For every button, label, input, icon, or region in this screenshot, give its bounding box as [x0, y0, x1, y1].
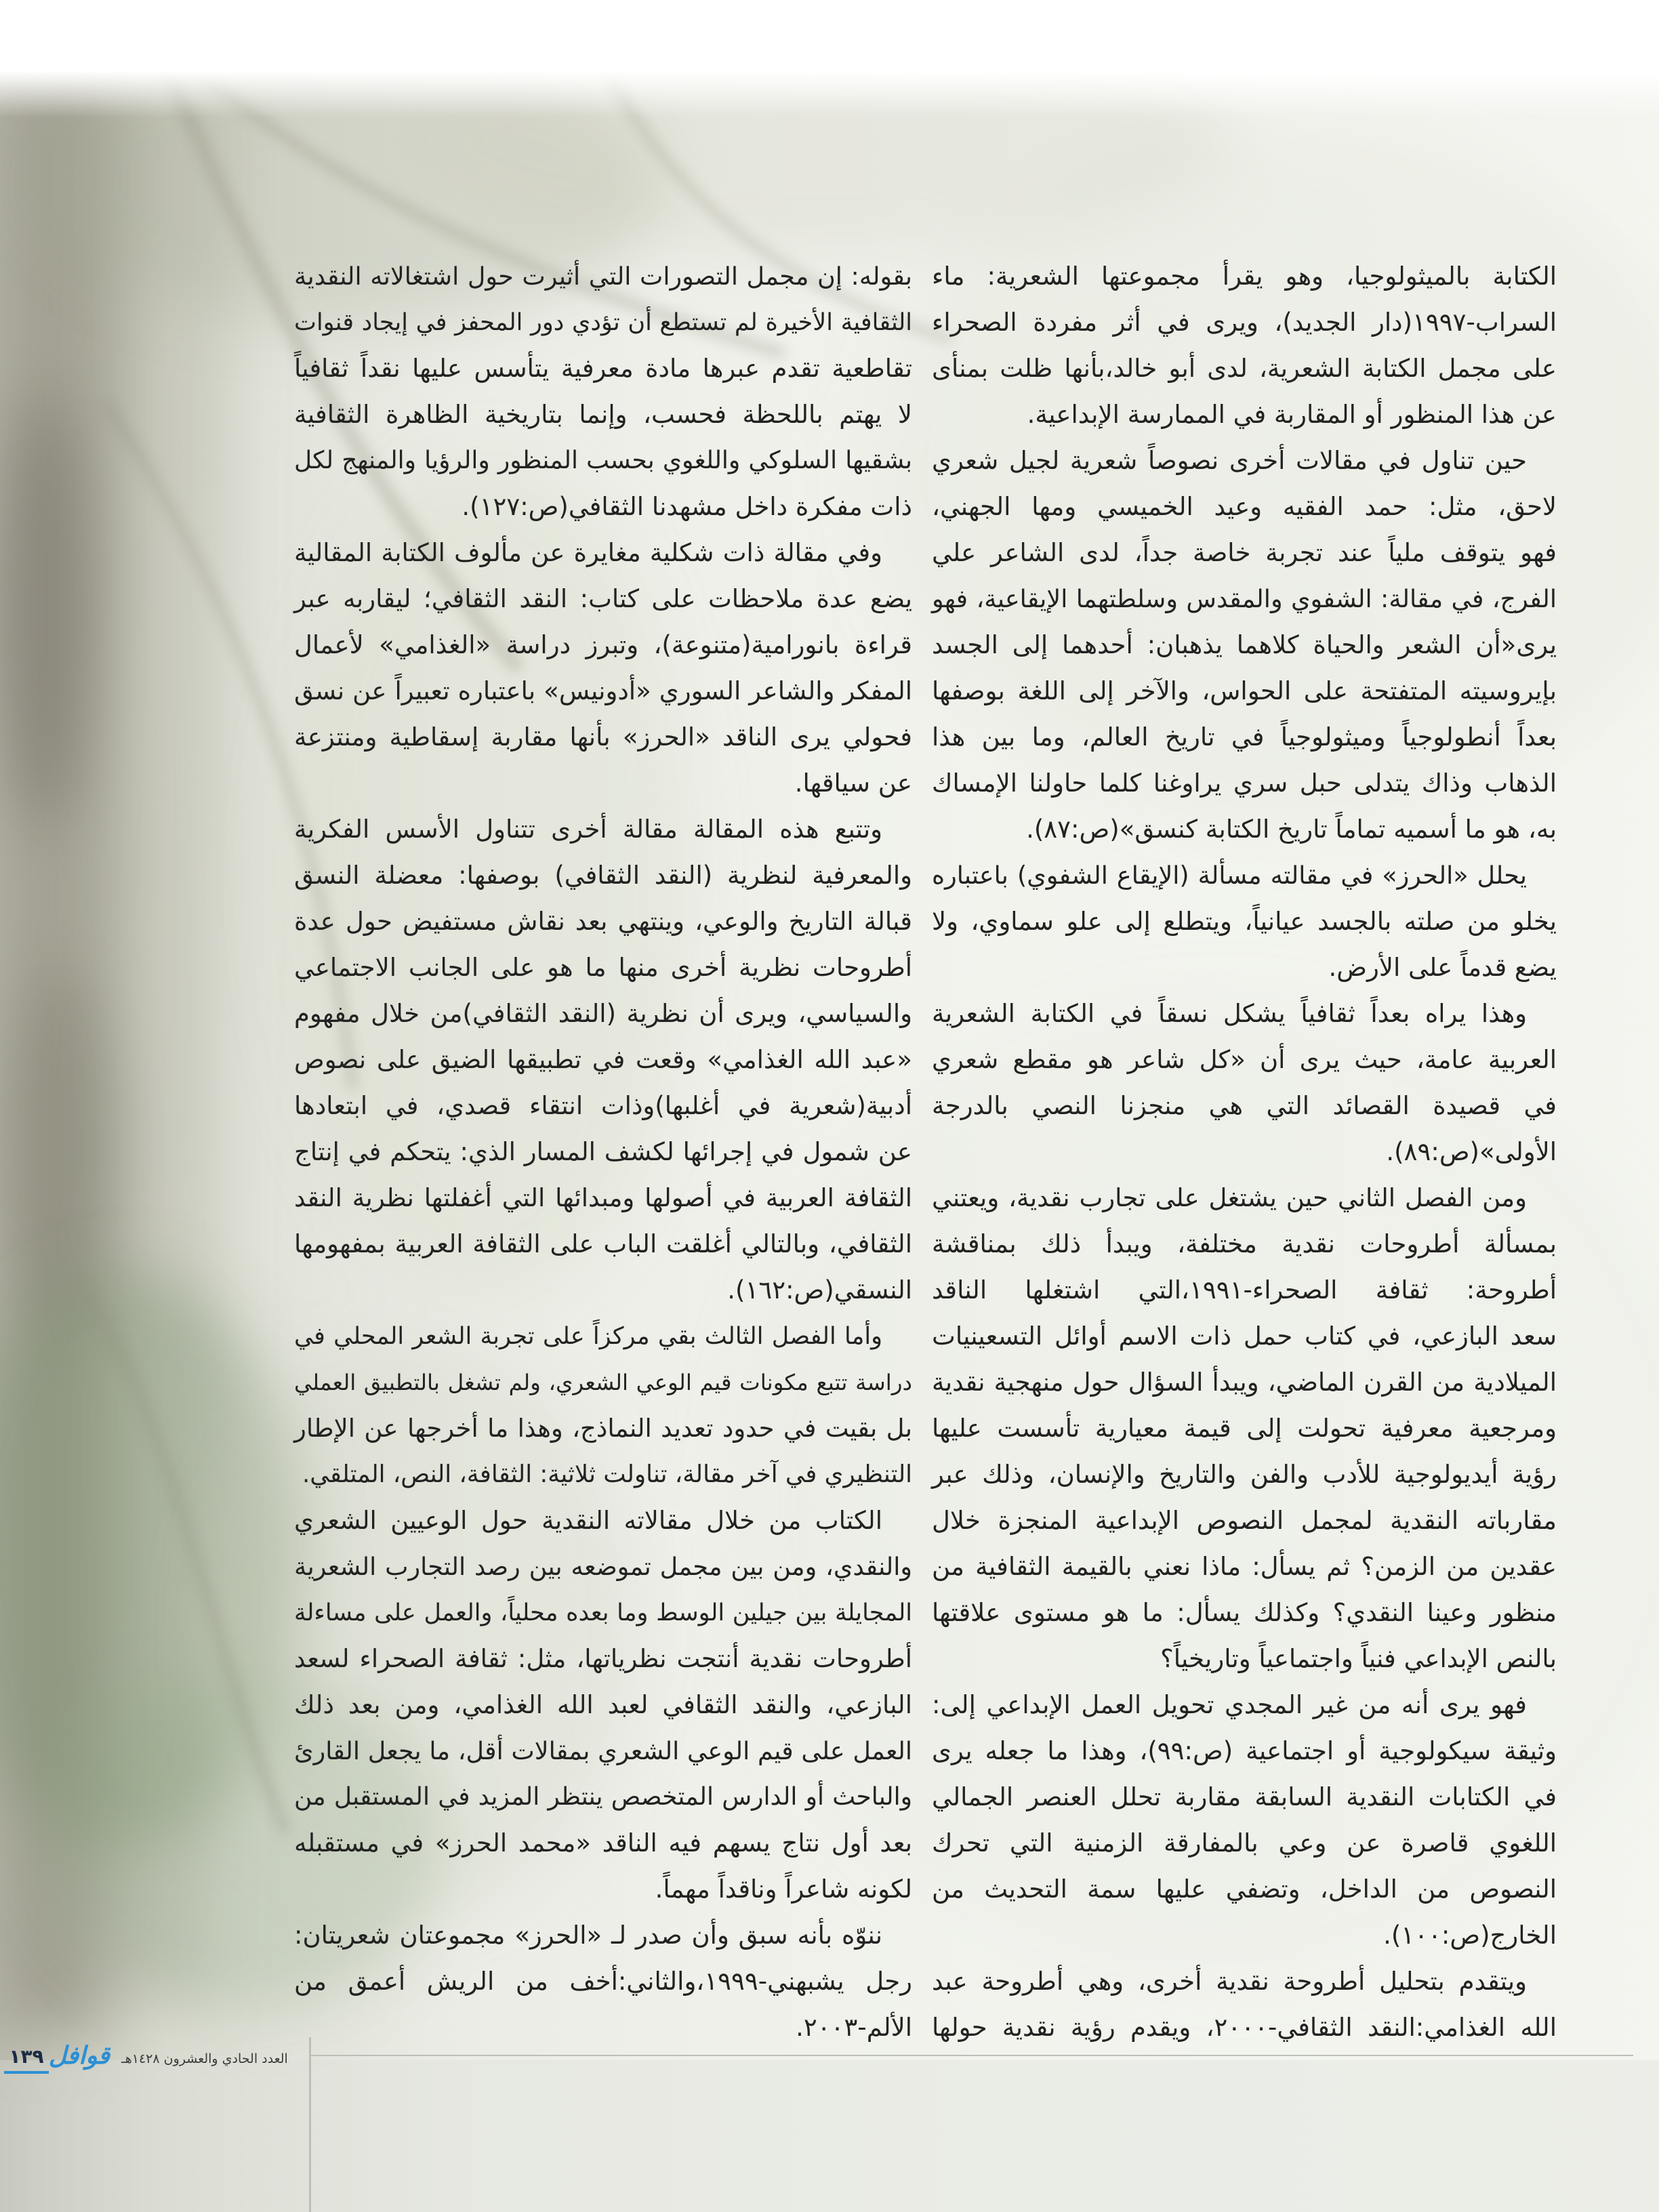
text-line: رؤية أيديولوجية للأدب والفن والتاريخ والإنسان، وذلك عبر [932, 1460, 1557, 1489]
text-line: الذهاب وذاك يتدلى حبل سري يراوغنا كلما حاولنا الإمساك [932, 769, 1557, 798]
text-line: الكتاب من خلال مقالاته النقدية حول الوعيين الشعري [294, 1506, 882, 1535]
paragraph [932, 1175, 1557, 1682]
text-line: لكونه شاعراً وناقداً مهماً. [655, 1875, 912, 1904]
text-line: ومن الفصل الثاني حين يشتغل على تجارب نقدية، ويعتني [932, 1183, 1527, 1212]
text-line: البازعي، والنقد الثقافي لعبد الله الغذامي، ومن بعد ذلك [294, 1690, 912, 1719]
text-line: فهو يتوقف ملياً عند تجربة خاصة جداً، لدى الشاعر علي [932, 538, 1557, 567]
text-line: والمعرفية لنظرية (النقد الثقافي) بوصفها: معضلة النسق [294, 861, 912, 890]
text-line: سعد البازعي، في كتاب حمل ذات الاسم أوائل التسعينيات [932, 1322, 1557, 1351]
text-line: الفرج، في مقالة: الشفوي والمقدس وسلطتهما الإيقاعية، فهو [932, 584, 1557, 613]
text-line: الثقافة العربية في أصولها ومبدائها التي أغفلتها نظرية النقد [294, 1183, 912, 1212]
text-line: في الكتابات النقدية السابقة مقاربة تحلل العنصر الجمالي [932, 1782, 1557, 1811]
text-line: ويتقدم بتحليل أطروحة نقدية أخرى، وهي أطروحة عبد [932, 1967, 1527, 1996]
text-line: السراب-١٩٩٧(دار الجديد)، ويرى في أثر مفردة الصحراء [932, 308, 1557, 337]
paragraph [932, 438, 1557, 853]
text-line: لاحق، مثل: حمد الفقيه وعيد الخميسي ومها الجهني، [932, 492, 1557, 521]
text-line: بشقيها السلوكي واللغوي بحسب المنظور والرؤيا والمنهج لكل [294, 447, 912, 474]
text-line: رجل يشبهني-١٩٩٩،والثاني:أخف من الريش أعمق من [294, 1967, 913, 1996]
text-line: يضع عدة ملاحظات على كتاب: النقد الثقافي؛ ليقاربه عبر [294, 584, 912, 613]
text-line: عن هذا المنظور أو المقاربة في الممارسة الإبداعية. [1027, 400, 1557, 429]
text-line: أطروحة: ثقافة الصحراء-١٩٩١،التي اشتغلها الناقد [932, 1275, 1557, 1305]
text-line: ننوّه بأنه سبق وأن صدر لـ «الحرز» مجموعتان شعريتان: [294, 1921, 882, 1950]
text-line: يرى«أن الشعر والحياة كلاهما يذهبان: أحدهما إلى الجسد [932, 630, 1557, 659]
text-line: عن سياقها. [794, 769, 912, 798]
text-line: وفي مقالة ذات شكلية مغايرة عن مألوف الكتابة المقالية [294, 538, 882, 567]
paragraph [294, 1912, 912, 2051]
text-line: قبالة التاريخ والوعي، وينتهي بعد نقاش مستفيض حول عدة [294, 907, 912, 936]
text-line: بعداً أنطولوجياً وميثولوجياً في تاريخ العالم، وما بين هذا [932, 722, 1557, 752]
paragraph [932, 991, 1557, 1175]
paragraph [932, 853, 1557, 991]
text-line: الكتابة بالميثولوجيا، وهو يقرأ مجموعتها الشعرية: ماء [932, 262, 1557, 291]
text-line: الميلادية من القرن الماضي، ويبدأ السؤال حول منهجية نقدية [932, 1368, 1557, 1397]
text-line: وثيقة سيكولوجية أو اجتماعية (ص:٩٩)، وهذا ما جعله يرى [932, 1736, 1557, 1765]
text-line: حين تناول في مقالات أخرى نصوصاً شعرية لجيل شعري [932, 446, 1527, 475]
left-column [294, 253, 912, 2051]
text-line: المفكر والشاعر السوري «أدونيس» باعتباره تعبيراً عن نسق [294, 676, 912, 705]
text-line: الخارج(ص:١٠٠). [1383, 1921, 1557, 1950]
text-line: المجايلة بين جيلين الوسط وما بعده محلياً، والعمل على مساءلة [294, 1599, 912, 1626]
text-line: تقاطعية تقدم عبرها مادة معرفية يتأسس عليها نقداً ثقافياً [294, 354, 912, 383]
text-line: يضع قدماً على الأرض. [1328, 953, 1557, 982]
text-line: الله الغذامي:النقد الثقافي-٢٠٠٠، ويقدم رؤية نقدية حولها [932, 2013, 1557, 2042]
text-line: النصوص من الداخل، وتضفي عليها سمة التحديث من [932, 1875, 1557, 1904]
text-line: «عبد الله الغذامي» وقعت في تطبيقها الضيق على نصوص [294, 1045, 912, 1074]
text-line: بعد أول نتاج يسهم فيه الناقد «محمد الحرز» في مستقبله [294, 1828, 912, 1858]
text-line: منظور وعينا النقدي؟ وكذلك يسأل: ما هو مستوى علاقتها [932, 1598, 1557, 1627]
text-line: به، هو ما أسميه تماماً تاريخ الكتابة كنسق»(ص:٨٧). [1026, 815, 1557, 844]
text-line: أدبية(شعرية في أغلبها)وذات انتقاء قصدي، في ابتعادها [294, 1091, 912, 1120]
paragraph [294, 1498, 912, 1912]
paragraph [294, 530, 912, 806]
text-line: الألم-٢٠٠٣. [796, 2013, 912, 2042]
right-column [932, 253, 1557, 2051]
paragraph [294, 806, 912, 1313]
text-line: قراءة بانورامية(متنوعة)، وتبرز دراسة «الغذامي» لأعمال [294, 630, 912, 659]
paragraph [932, 1959, 1557, 2051]
text-line: فهو يرى أنه من غير المجدي تحويل العمل الإبداعي إلى: [932, 1690, 1527, 1719]
text-line: في قصيدة القصائد التي هي منجزنا النصي بالدرجة [932, 1091, 1557, 1120]
text-line: الأولى»(ص:٨٩). [1386, 1137, 1557, 1166]
text-line: وهذا يراه بعداً ثقافياً يشكل نسقاً في الكتابة الشعرية [932, 999, 1527, 1028]
text-line: عقدين من الزمن؟ ثم يسأل: ماذا نعني بالقيمة الثقافية من [932, 1552, 1557, 1581]
text-line: ذات مفكرة داخل مشهدنا الثقافي(ص:١٢٧). [462, 492, 912, 521]
text-line: ومرجعية معرفية تحولت إلى قيمة معيارية تأسست عليها [932, 1414, 1557, 1443]
text-line: النسقي(ص:١٦٢). [727, 1275, 912, 1305]
text-line: الثقافية الأخيرة لم تستطع أن تؤدي دور المحفز في إيجاد قنوات [294, 309, 912, 336]
text-line: دراسة تتبع مكونات قيم الوعي الشعري، ولم تشغل بالتطبيق العملي [294, 1370, 912, 1395]
text-line: بإيروسيته المتفتحة على الحواس، والآخر إلى اللغة بوصفها [932, 676, 1557, 705]
text-line: العمل على قيم الوعي الشعري بمقالات أقل، ما يجعل القارئ [294, 1736, 912, 1765]
text-line: والسياسي، ويرى أن نظرية (النقد الثقافي)من خلال مفهوم [294, 999, 912, 1028]
text-line: عن شمول في إجرائها لكشف المسار الذي: يتحكم في إنتاج [294, 1137, 912, 1166]
footer-divider-vertical [309, 2037, 311, 2212]
page-number: ١٣٩ [4, 2043, 49, 2074]
text-line: اللغوي قاصرة عن وعي بالمفارقة الزمنية التي تحرك [932, 1828, 1557, 1858]
footer-divider-horizontal [309, 2055, 1633, 2056]
issue-label: العدد الحادي والعشرون ١٤٢٨هـ [121, 2051, 288, 2066]
text-line: وأما الفصل الثالث بقي مركزاً على تجربة الشعر المحلي في [294, 1323, 882, 1350]
magazine-logo: قوافل [48, 2042, 110, 2070]
text-line: وتتبع هذه المقالة مقالة أخرى تتناول الأسس الفكرية [294, 815, 882, 844]
text-line: والباحث أو الدارس المتخصص ينتظر المزيد في المستقبل من [294, 1783, 912, 1811]
text-line: والنقدي، ومن بين مجمل تموضعه بين رصد التجارب الشعرية [294, 1552, 912, 1581]
text-line: الثقافي، وبالتالي أغلقت الباب على الثقافة العربية بمفهومها [294, 1229, 912, 1258]
text-line: على مجمل الكتابة الشعرية، لدى أبو خالد،بأنها ظلت بمنأى [932, 354, 1557, 383]
text-line: بمسألة أطروحات نقدية مختلفة، ويبدأ ذلك بمناقشة [932, 1229, 1557, 1258]
paragraph [294, 1313, 912, 1498]
text-line: بقوله: إن مجمل التصورات التي أثيرت حول اشتغالاته النقدية [294, 262, 912, 291]
paragraph [932, 1682, 1557, 1959]
text-line: لا يهتم باللحظة فحسب، وإنما بتاريخية الظاهرة الثقافية [294, 400, 912, 429]
text-line: أطروحات نظرية أخرى منها ما هو على الجانب الاجتماعي [294, 953, 912, 982]
paragraph [294, 253, 912, 530]
text-line: التنظيري في آخر مقالة، تناولت ثلاثية: الثقافة، النص، المتلقي. [302, 1460, 912, 1488]
paragraph [932, 253, 1557, 438]
text-line: أطروحات نقدية أنتجت نظرياتها، مثل: ثقافة الصحراء لسعد [294, 1644, 912, 1673]
text-line: يخلو من صلته بالجسد عيانياً، ويتطلع إلى علو سماوي، ولا [932, 907, 1557, 936]
text-line: يحلل «الحرز» في مقالته مسألة (الإيقاع الشفوي) باعتباره [932, 861, 1527, 890]
text-line: العربية عامة، حيث يرى أن «كل شاعر هو مقطع شعري [932, 1045, 1557, 1074]
text-line: بالنص الإبداعي فنياً واجتماعياً وتاريخياً؟ [1160, 1644, 1557, 1673]
text-line: فحولي يرى الناقد «الحرز» بأنها مقاربة إسقاطية ومنتزعة [294, 722, 912, 752]
text-line: مقارباته النقدية لمجمل النصوص الإبداعية المنجزة خلال [932, 1506, 1557, 1535]
text-line: بل بقيت في حدود تعديد النماذج، وهذا ما أخرجها عن الإطار [294, 1414, 912, 1443]
